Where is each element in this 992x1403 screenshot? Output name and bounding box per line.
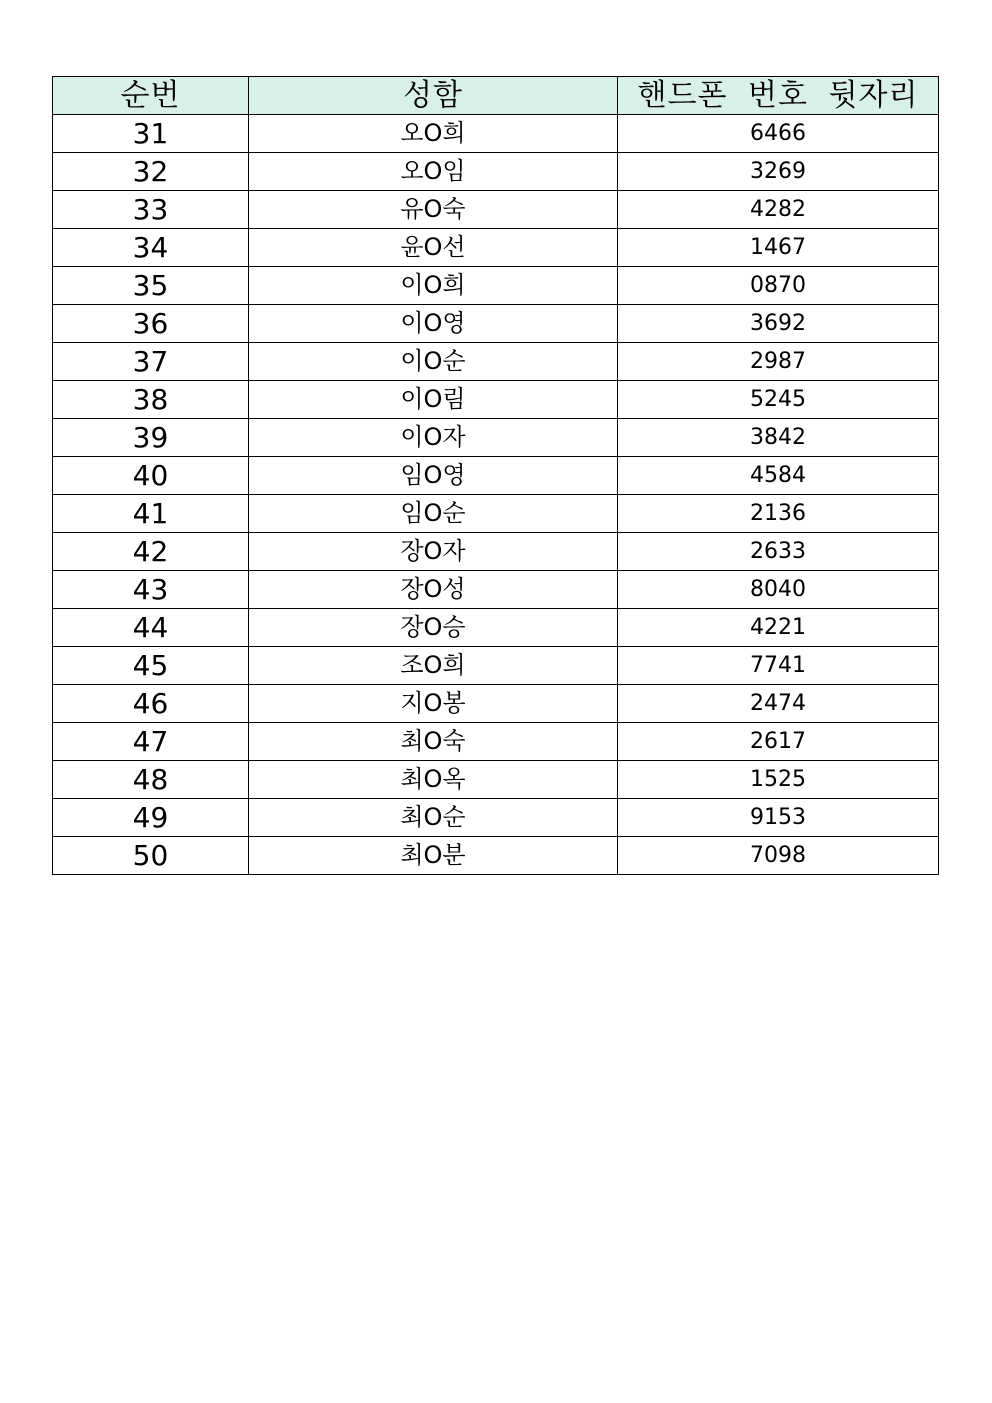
row-number-cell: 48	[53, 761, 249, 799]
row-name-cell: 이O영	[249, 305, 618, 343]
row-number-cell: 37	[53, 343, 249, 381]
table-row	[53, 571, 939, 609]
row-phone-cell: 2617	[618, 723, 939, 761]
table-header	[53, 77, 939, 115]
row-number-cell: 47	[53, 723, 249, 761]
row-phone-cell: 5245	[618, 381, 939, 419]
row-number-cell: 38	[53, 381, 249, 419]
row-name-cell: 최O옥	[249, 761, 618, 799]
table-row	[53, 799, 939, 837]
row-number-cell: 42	[53, 533, 249, 571]
row-number-cell: 31	[53, 115, 249, 153]
table-row	[53, 533, 939, 571]
table-row	[53, 115, 939, 153]
row-phone-cell: 4584	[618, 457, 939, 495]
row-number-cell: 34	[53, 229, 249, 267]
table-row	[53, 495, 939, 533]
row-number-cell: 49	[53, 799, 249, 837]
row-name-cell: 이O자	[249, 419, 618, 457]
table-row	[53, 647, 939, 685]
row-name-cell: 윤O선	[249, 229, 618, 267]
header-phone-last-digits: 핸드폰 번호 뒷자리	[618, 77, 939, 115]
row-name-cell: 오O희	[249, 115, 618, 153]
row-number-cell: 39	[53, 419, 249, 457]
row-name-cell: 최O숙	[249, 723, 618, 761]
row-name-cell: 조O희	[249, 647, 618, 685]
row-phone-cell: 4221	[618, 609, 939, 647]
table-row	[53, 153, 939, 191]
row-phone-cell: 7098	[618, 837, 939, 875]
row-name-cell: 이O순	[249, 343, 618, 381]
row-name-cell: 장O승	[249, 609, 618, 647]
row-number-cell: 43	[53, 571, 249, 609]
row-name-cell: 장O성	[249, 571, 618, 609]
row-number-cell: 46	[53, 685, 249, 723]
row-number-cell: 40	[53, 457, 249, 495]
row-name-cell: 이O림	[249, 381, 618, 419]
row-name-cell: 최O분	[249, 837, 618, 875]
table-row	[53, 761, 939, 799]
row-phone-cell: 3692	[618, 305, 939, 343]
row-phone-cell: 8040	[618, 571, 939, 609]
row-number-cell: 44	[53, 609, 249, 647]
row-number-cell: 32	[53, 153, 249, 191]
table-row	[53, 229, 939, 267]
table-row	[53, 267, 939, 305]
table-row	[53, 609, 939, 647]
row-name-cell: 임O순	[249, 495, 618, 533]
header-name: 성함	[249, 77, 618, 115]
table-row	[53, 685, 939, 723]
table-row	[53, 837, 939, 875]
table-row	[53, 305, 939, 343]
row-phone-cell: 1525	[618, 761, 939, 799]
row-phone-cell: 9153	[618, 799, 939, 837]
row-number-cell: 45	[53, 647, 249, 685]
row-phone-cell: 2987	[618, 343, 939, 381]
header-row	[53, 77, 939, 115]
row-phone-cell: 3269	[618, 153, 939, 191]
row-name-cell: 임O영	[249, 457, 618, 495]
table-row	[53, 191, 939, 229]
table-body	[53, 115, 939, 875]
row-number-cell: 35	[53, 267, 249, 305]
header-number: 순번	[53, 77, 249, 115]
row-name-cell: 지O봉	[249, 685, 618, 723]
row-phone-cell: 7741	[618, 647, 939, 685]
document-page	[52, 76, 938, 875]
table-row	[53, 419, 939, 457]
table-row	[53, 457, 939, 495]
table-row	[53, 343, 939, 381]
row-phone-cell: 3842	[618, 419, 939, 457]
roster-table	[52, 76, 939, 875]
row-name-cell: 장O자	[249, 533, 618, 571]
row-phone-cell: 4282	[618, 191, 939, 229]
row-name-cell: 이O희	[249, 267, 618, 305]
row-name-cell: 유O숙	[249, 191, 618, 229]
row-phone-cell: 0870	[618, 267, 939, 305]
row-phone-cell: 1467	[618, 229, 939, 267]
table-row	[53, 723, 939, 761]
row-phone-cell: 2136	[618, 495, 939, 533]
row-phone-cell: 6466	[618, 115, 939, 153]
row-number-cell: 41	[53, 495, 249, 533]
row-number-cell: 33	[53, 191, 249, 229]
row-number-cell: 36	[53, 305, 249, 343]
row-name-cell: 오O임	[249, 153, 618, 191]
row-name-cell: 최O순	[249, 799, 618, 837]
row-number-cell: 50	[53, 837, 249, 875]
row-phone-cell: 2633	[618, 533, 939, 571]
table-row	[53, 381, 939, 419]
row-phone-cell: 2474	[618, 685, 939, 723]
